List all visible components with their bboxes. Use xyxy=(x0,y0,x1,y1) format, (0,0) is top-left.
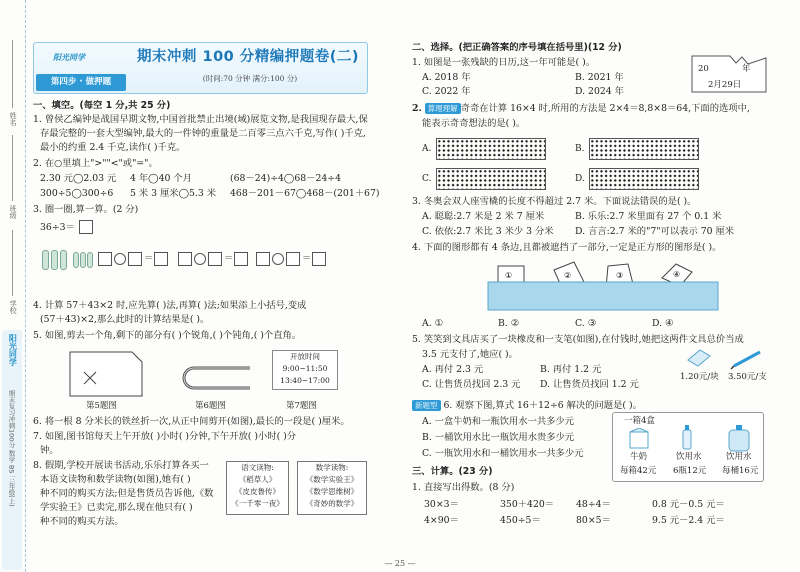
q8-line3: 种不同的购买方法;但是售货员告诉他,《数 xyxy=(40,488,214,499)
s2-q3-option-d[interactable]: D. 言言:2.7 米的"7"可以表示 70 厘米 xyxy=(575,226,735,237)
q8-line2: 本语文读物和数学读物(如图),她有( ) xyxy=(40,474,191,485)
s2-q5-option-c[interactable]: C. 让售货员找回 2.3 元 xyxy=(422,379,521,390)
q2-stem: 2. 在○里填上">""<"或"="。 xyxy=(33,158,158,169)
equation-square[interactable] xyxy=(234,252,248,266)
s2-q6-text: 6. 观察下图,算式 16＋12÷6 解决的问题是( )。 xyxy=(443,400,642,411)
equation-square[interactable] xyxy=(98,252,112,266)
q1-line1: 1. 曾侯乙编钟是战国早期文物,中国首批禁止出境(域)展览文物,是我国现存最大,保 xyxy=(33,114,368,125)
q1-line3: 最小的约重 2.4 千克,读作( )千克。 xyxy=(40,142,186,153)
milk-price: 每箱42元 xyxy=(620,466,657,476)
s2-q1-option-a[interactable]: A. 2018 年 xyxy=(422,72,471,83)
fig7-caption: 第7题图 xyxy=(286,401,317,411)
q6-folded-wire-figure xyxy=(180,362,255,394)
s2-q3-option-a[interactable]: A. 聪聪:2.7 米是 2 米 7 厘米 xyxy=(422,211,545,222)
stick-icon xyxy=(42,250,49,270)
q4-line2: (57＋43)×2,那么此时的计算结果是( )。 xyxy=(40,314,210,325)
equation-square[interactable] xyxy=(128,252,142,266)
svg-text:②: ② xyxy=(564,271,572,280)
section-choice-title: 二、选择。(把正确答案的序号填在括号里)(12 分) xyxy=(412,42,622,53)
math-books-heading: 数学读物: xyxy=(315,463,349,472)
q3-answer-box[interactable] xyxy=(79,220,93,234)
s2-q3-option-b[interactable]: B. 乐乐:2.7 米里面有 27 个 0.1 米 xyxy=(575,211,722,222)
calc-item[interactable]: 450÷5＝ xyxy=(500,515,541,526)
water-bottle-price: 6瓶12元 xyxy=(673,466,707,476)
milk-box-icon xyxy=(628,428,650,450)
covered-quadrilaterals-figure xyxy=(484,258,724,314)
opening-hours-title: 开放时间 xyxy=(290,352,320,361)
milk-name: 牛奶 xyxy=(630,452,648,462)
svg-text:③: ③ xyxy=(616,271,624,280)
s2-q2-option-a-label[interactable]: A. xyxy=(422,144,432,154)
equals-sign: ＝ xyxy=(224,253,234,264)
school-label: 学校 xyxy=(9,300,18,314)
math-book: 《奇妙的数学》 xyxy=(305,499,359,508)
calc-item[interactable]: 350＋420＝ xyxy=(500,499,555,510)
q2-item-4: 300÷5◯300÷6 xyxy=(40,188,114,199)
opening-hours-sign xyxy=(272,350,338,390)
s2-q2-line1: 2. 算理理解 奇奇在计算 16×4 时,所用的方法是 2×4＝8,8×8＝64,下面的选项中, xyxy=(412,103,750,114)
stick-icon xyxy=(73,252,79,268)
s2-q2-option-b-label[interactable]: B. xyxy=(575,144,585,154)
q6-tag-badge: 新题型 xyxy=(412,400,441,411)
s2-q4-option-c[interactable]: C. ③ xyxy=(575,318,597,329)
chinese-books-list xyxy=(226,461,289,515)
stick-icon xyxy=(80,252,86,268)
s3-q1-stem: 1. 直接写出得数。(8 分) xyxy=(412,482,515,493)
equation-circle[interactable] xyxy=(272,253,284,265)
eraser-price: 1.20元/块 xyxy=(680,372,719,382)
water-bucket-name: 饮用水 xyxy=(726,452,752,462)
math-books-list xyxy=(297,461,367,515)
calc-item[interactable]: 80×5＝ xyxy=(576,515,611,526)
calc-item[interactable]: 48÷4＝ xyxy=(576,499,611,510)
name-label: 姓名 xyxy=(9,112,18,126)
opening-hours-afternoon: 13:40~17:00 xyxy=(280,376,330,385)
s2-q5-line2: 3.5 元支付了,她应( )。 xyxy=(422,349,518,360)
eraser-icon xyxy=(686,348,712,368)
q8-line5: 种不同的购买方法。 xyxy=(40,516,124,527)
equation-square[interactable] xyxy=(154,252,168,266)
math-book: 《数学实验王》 xyxy=(305,475,359,484)
page-number: — 25 — xyxy=(384,559,416,568)
q2-item-1: 2.30 元◯2.03 元 xyxy=(40,173,117,184)
stick-icon xyxy=(87,252,93,268)
dot-array-c xyxy=(436,168,546,190)
s2-q2-option-c-label[interactable]: C. xyxy=(422,174,432,184)
s2-q4-option-b[interactable]: B. ② xyxy=(498,318,520,329)
brand-logo: 阳光同学 xyxy=(53,53,85,62)
math-book: 《数学思维树》 xyxy=(305,487,359,496)
calendar-year-prefix: 20 xyxy=(698,64,709,74)
opening-hours-morning: 9:00~11:50 xyxy=(282,364,328,373)
dot-array-a xyxy=(436,138,546,160)
water-bottle-icon xyxy=(680,424,694,450)
time-score-note: (时间:70 分钟 满分:100 分) xyxy=(202,74,298,83)
q2-tag-badge: 算理理解 xyxy=(425,103,461,114)
calc-item[interactable]: 30×3＝ xyxy=(424,499,459,510)
s2-q5-option-a[interactable]: A. 再付 2.3 元 xyxy=(422,364,484,375)
q6-stem: 6. 将一根 8 分米长的铁丝折一次,从正中间剪开(如图),最长的一段是( )厘米。 xyxy=(33,416,350,427)
water-bottle-name: 饮用水 xyxy=(676,452,702,462)
stick-icon xyxy=(51,250,58,270)
s2-q4-option-a[interactable]: A. ① xyxy=(422,318,443,329)
s2-q3-stem: 3. 冬奥会双人座雪橇的长度不得超过 2.7 米。下面说法错误的是( )。 xyxy=(412,196,697,207)
s2-q2-option-d-label[interactable]: D. xyxy=(575,174,585,184)
s2-q1-option-c[interactable]: C. 2022 年 xyxy=(422,86,471,97)
calc-item[interactable]: 0.8 元－0.5 元＝ xyxy=(652,499,725,510)
equation-circle[interactable] xyxy=(194,253,206,265)
s2-q1-option-d[interactable]: D. 2024 年 xyxy=(575,86,624,97)
water-bucket-icon xyxy=(726,424,752,452)
equation-square[interactable] xyxy=(208,252,222,266)
milk-box-count: 一箱4盒 xyxy=(624,416,655,426)
equation-square[interactable] xyxy=(286,252,300,266)
equation-square[interactable] xyxy=(178,252,192,266)
q2-item-6: 468－201－67◯468－(201＋67) xyxy=(230,188,380,199)
fig5-caption: 第5题图 xyxy=(86,401,117,411)
calc-item[interactable]: 4×90＝ xyxy=(424,515,459,526)
chinese-book: 《一千零一夜》 xyxy=(231,499,284,508)
dot-array-d xyxy=(589,168,699,190)
class-label: 班级 xyxy=(9,205,18,219)
q2-item-2: 4 年◯40 个月 xyxy=(130,173,192,184)
series-text: 期末复习冲刺100分 数学 BS 三年级(上) xyxy=(7,390,16,507)
page-title: 期末冲刺 100 分精编押题卷(二) xyxy=(136,49,360,65)
water-bucket-price: 每桶16元 xyxy=(722,466,759,476)
q5-cut-corner-figure xyxy=(66,350,146,398)
calendar-date: 2月29日 xyxy=(708,80,742,90)
s2-q5-line1: 5. 笑笑到文具店买了一块橡皮和一支笔(如图),在付钱时,她把这两件文具总价当成 xyxy=(412,334,744,345)
stick-icon xyxy=(60,250,67,270)
step-badge: 第四步 · 做押题 xyxy=(36,74,126,91)
binding-strip xyxy=(0,0,26,572)
svg-text:①: ① xyxy=(505,271,513,280)
section-calc-title: 三、计算。(23 分) xyxy=(412,466,493,477)
q2-item-3: (68－24)÷4◯68－24÷4 xyxy=(230,173,341,184)
equation-square[interactable] xyxy=(312,252,326,266)
q5-stem: 5. 如图,剪去一个角,剩下的部分有( )个锐角,( )个钝角,( )个直角。 xyxy=(33,330,302,341)
s2-q2-text: 奇奇在计算 16×4 时,所用的方法是 2×4＝8,8×8＝64,下面的选项中, xyxy=(460,103,750,114)
equals-sign: ＝ xyxy=(302,253,312,264)
q7-tail: 钟。 xyxy=(40,445,59,456)
s2-q6-option-b[interactable]: B. 一桶饮用水比一瓶饮用水贵多少元 xyxy=(422,432,575,443)
equation-square[interactable] xyxy=(256,252,270,266)
s2-q1-stem: 1. 如图是一张残缺的日历,这一年可能是( )。 xyxy=(412,57,596,68)
s2-q6-option-c[interactable]: C. 一瓶饮用水和一桶饮用水一共多少元 xyxy=(422,448,584,459)
q7-stem: 7. 如图,图书馆每天上午开放( )小时( )分钟,下午开放( )小时( )分 xyxy=(33,431,297,442)
pen-icon xyxy=(730,348,764,370)
fig6-caption: 第6题图 xyxy=(195,401,226,411)
s2-q6-line xyxy=(412,400,642,412)
dot-array-b xyxy=(589,138,699,160)
s2-q4-stem: 4. 下面的图形都有 4 条边,且都被遮挡了一部分,一定是正方形的图形是( )。 xyxy=(412,242,722,253)
q2-item-5: 5 米 3 厘米◯5.3 米 xyxy=(130,188,217,199)
series-band xyxy=(2,330,22,570)
q3-stem: 3. 圈一圈,算一算。(2 分) xyxy=(33,204,139,215)
svg-text:④: ④ xyxy=(673,270,681,279)
s2-q6-option-a[interactable]: A. 一盒牛奶和一瓶饮用水一共多少元 xyxy=(422,416,575,427)
q3-equation: 36÷3＝ xyxy=(40,222,75,233)
q8-line4: 学实验王》已卖完,那么现在他只有( ) xyxy=(40,502,193,513)
chinese-books-heading: 语文读物: xyxy=(241,463,274,472)
pen-price: 3.50元/支 xyxy=(728,372,767,382)
class-line xyxy=(12,135,13,201)
s2-q2-line2: 能表示奇奇想法的是( )。 xyxy=(422,118,526,129)
q4-line1: 4. 计算 57＋43×2 时,应先算( )法,再算( )法;如果添上小括号,变成 xyxy=(33,300,307,311)
name-line xyxy=(12,40,13,108)
calendar-year-suffix: 年 xyxy=(742,64,751,74)
s2-q5-option-b[interactable]: B. 再付 1.2 元 xyxy=(540,364,602,375)
s2-q5-option-d[interactable]: D. 让售货员找回 1.2 元 xyxy=(540,379,639,390)
equation-circle[interactable] xyxy=(114,253,126,265)
s2-q3-option-c[interactable]: C. 依依:2.7 米比 3 米少 3 分米 xyxy=(422,226,554,237)
q8-line1: 8. 假期,学校开展读书活动,乐乐打算各买一 xyxy=(33,460,209,471)
s2-q1-option-b[interactable]: B. 2021 年 xyxy=(575,72,624,83)
s2-q4-option-d[interactable]: D. ④ xyxy=(652,318,674,329)
school-line xyxy=(12,230,13,296)
calc-item[interactable]: 9.5 元－2.4 元＝ xyxy=(652,515,725,526)
section-fill-blank-title: 一、填空。(每空 1 分,共 25 分) xyxy=(33,100,171,111)
equals-sign: ＝ xyxy=(144,253,154,264)
strip-brand-logo: 阳光同学 xyxy=(8,334,18,366)
chinese-book: 《稻草人》 xyxy=(238,475,277,484)
chinese-book: 《皮皮鲁传》 xyxy=(235,487,280,496)
q1-line2: 存最完整的一套大型编钟,最大的一件钟的重量是二百零三点六千克,写作( )千克, xyxy=(40,128,366,139)
